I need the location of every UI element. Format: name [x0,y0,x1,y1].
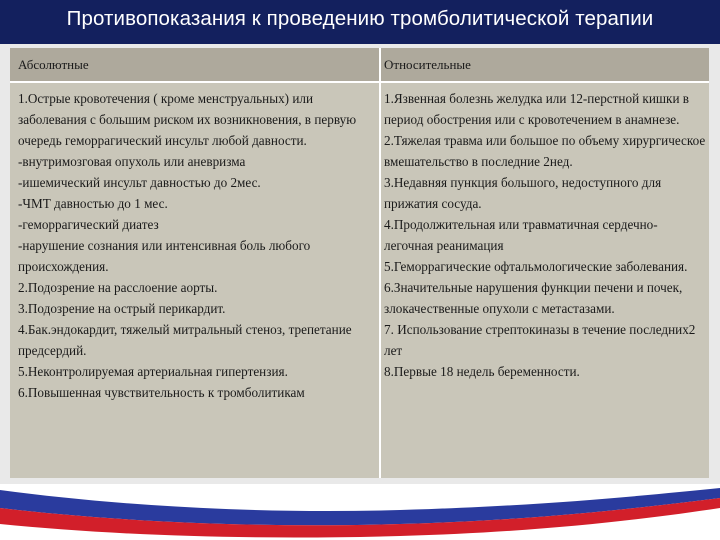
list-item: 6.Повышенная чувствительность к тромболитикам [18,385,305,400]
list-item: -геморрагический диатез [18,217,159,232]
contraindications-table [10,48,709,478]
list-item: 4.Продолжительная или травматичная сердечно-легочная реанимация [384,217,658,253]
list-item: 5.Неконтролируемая артериальная гипертензия. [18,364,288,379]
list-item: 1.Острые кровотечения ( кроме менструальных) или заболевания с большим риском их возникновения, в первую очередь геморрагический инсульт любой давности. [18,91,357,148]
list-item: 8.Первые 18 недель беременности. [384,364,580,379]
list-item: -внутримозговая опухоль или аневризма [18,154,246,169]
list-item: 3.Недавняя пункция большого, недоступного для прижатия сосуда. [384,175,662,211]
list-item: 4.Бак.эндокардит, тяжелый митральный стеноз, трепетание предсердий. [18,322,352,358]
list-item: -ишемический инсульт давностью до 2мес. [18,175,261,190]
absolute-column [18,88,376,403]
list-item: 5.Геморрагические офтальмологические заболевания. [384,259,688,274]
list-item: -ЧМТ давностью до 1 мес. [18,196,168,211]
list-item: 2.Тяжелая травма или большое по объему хирургическое вмешательство в последние 2нед. [384,133,706,169]
column-divider [379,48,381,478]
list-item: 1.Язвенная болезнь желудка или 12-перстной кишки в период обострения или с кровотечением в анамнезе. [384,91,690,127]
list-item: 6.Значительные нарушения функции печени и почек, злокачественные опухоли с метастазами. [384,280,683,316]
decorative-swoosh [0,484,720,540]
header-absolute: Абсолютные [18,57,89,72]
header-relative: Относительные [384,57,471,72]
table-header-row [10,48,709,81]
header-divider [10,81,709,83]
list-item: -нарушение сознания или интенсивная боль любого происхождения. [18,238,311,274]
list-item: 7. Использование стрептокиназы в течение последних2 лет [384,322,696,358]
list-item: 3.Подозрение на острый перикардит. [18,301,226,316]
relative-column [384,88,706,382]
slide-title: Противопоказания к проведению тромболитической терапии [66,7,654,30]
list-item: 2.Подозрение на расслоение аорты. [18,280,218,295]
title-bar [0,0,720,44]
